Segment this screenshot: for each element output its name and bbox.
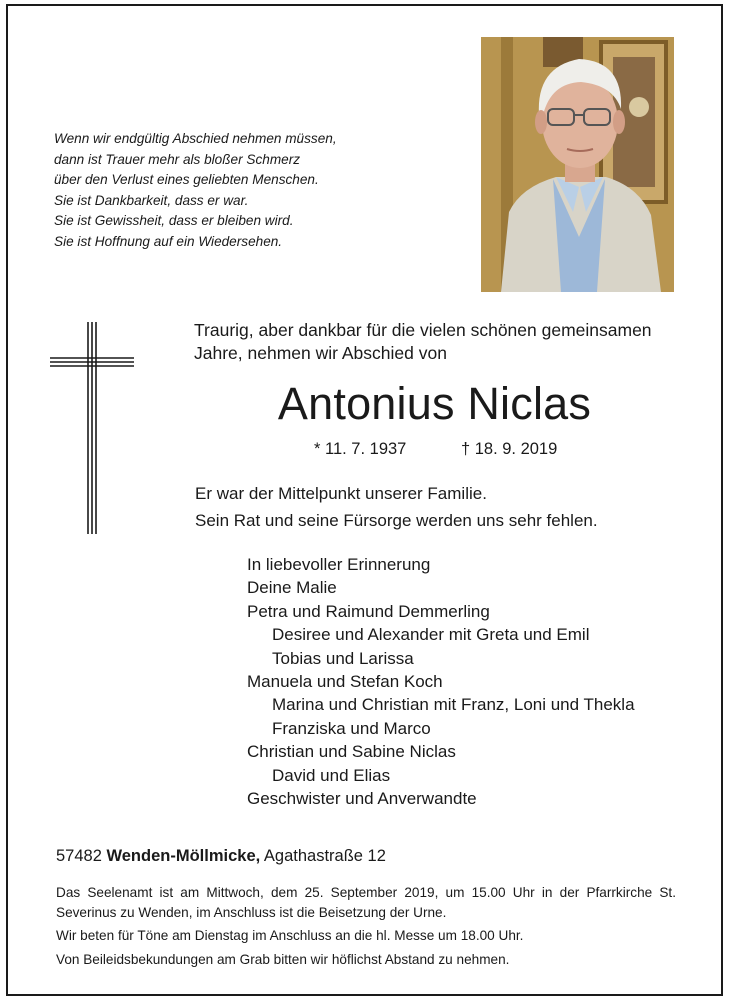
tribute-line: Sein Rat und seine Fürsorge werden uns sehr fehlen.	[195, 511, 598, 530]
family-line: Petra und Raimund Demmerling	[247, 601, 490, 621]
tribute-text	[195, 480, 598, 534]
address-street: Agathastraße 12	[263, 847, 386, 865]
intro-text	[194, 319, 694, 365]
poem-line: Sie ist Gewissheit, dass er bleiben wird.	[54, 213, 294, 228]
poem-line: über den Verlust eines geliebten Menschen.	[54, 172, 319, 187]
service-note: Das Seelenamt ist am Mittwoch, dem 25. September 2019, um 15.00 Uhr in der Pfarrkirche St. Severinus zu Wenden, im Anschluss ist die Beisetzung der Urne.	[56, 885, 676, 920]
poem	[54, 129, 414, 252]
intro-line: Jahre, nehmen wir Abschied von	[194, 343, 447, 363]
birth-date: * 11. 7. 1937	[314, 440, 407, 458]
intro-line: Traurig, aber dankbar für die vielen schönen gemeinsamen	[194, 320, 652, 340]
poem-line: Sie ist Hoffnung auf ein Wiedersehen.	[54, 233, 283, 249]
poem-line: dann ist Trauer mehr als bloßer Schmerz	[54, 151, 301, 167]
family-line: Tobias und Larissa	[272, 648, 414, 668]
poem-line: Sie ist Dankbarkeit, dass er war.	[54, 192, 249, 208]
family-line: Christian und Sabine Niclas	[247, 742, 456, 762]
service-notes	[56, 883, 676, 973]
family-line: Manuela und Stefan Koch	[247, 672, 443, 692]
family-line: In liebevoller Erinnerung	[247, 555, 431, 574]
family-line: David und Elias	[272, 765, 391, 785]
family-line: Franziska und Marco	[272, 718, 431, 738]
family-line: Deine Malie	[247, 578, 337, 598]
family-line: Marina und Christian mit Franz, Loni und Thekla	[272, 695, 635, 715]
address	[56, 847, 386, 866]
address-city: Wenden-Möllmicke,	[106, 847, 261, 865]
family-line: Geschwister und Anverwandte	[247, 789, 477, 809]
tribute-line: Er war der Mittelpunkt unserer Familie.	[195, 484, 487, 503]
family-list	[247, 553, 635, 810]
condolence-note: Von Beileidsbekundungen am Grab bitten wir höflichst Abstand zu nehmen.	[56, 951, 510, 967]
address-zip: 57482	[56, 847, 102, 865]
death-date: † 18. 9. 2019	[460, 440, 558, 458]
portrait-photo	[481, 37, 674, 292]
poem-line: Wenn wir endgültig Abschied nehmen müssen,	[54, 131, 337, 146]
deceased-name: Antonius Niclas	[277, 378, 592, 429]
family-line: Desiree und Alexander mit Greta und Emil	[272, 625, 590, 645]
life-dates	[314, 440, 557, 459]
prayer-note: Wir beten für Töne am Dienstag im Anschluss an die hl. Messe um 18.00 Uhr.	[56, 928, 524, 943]
